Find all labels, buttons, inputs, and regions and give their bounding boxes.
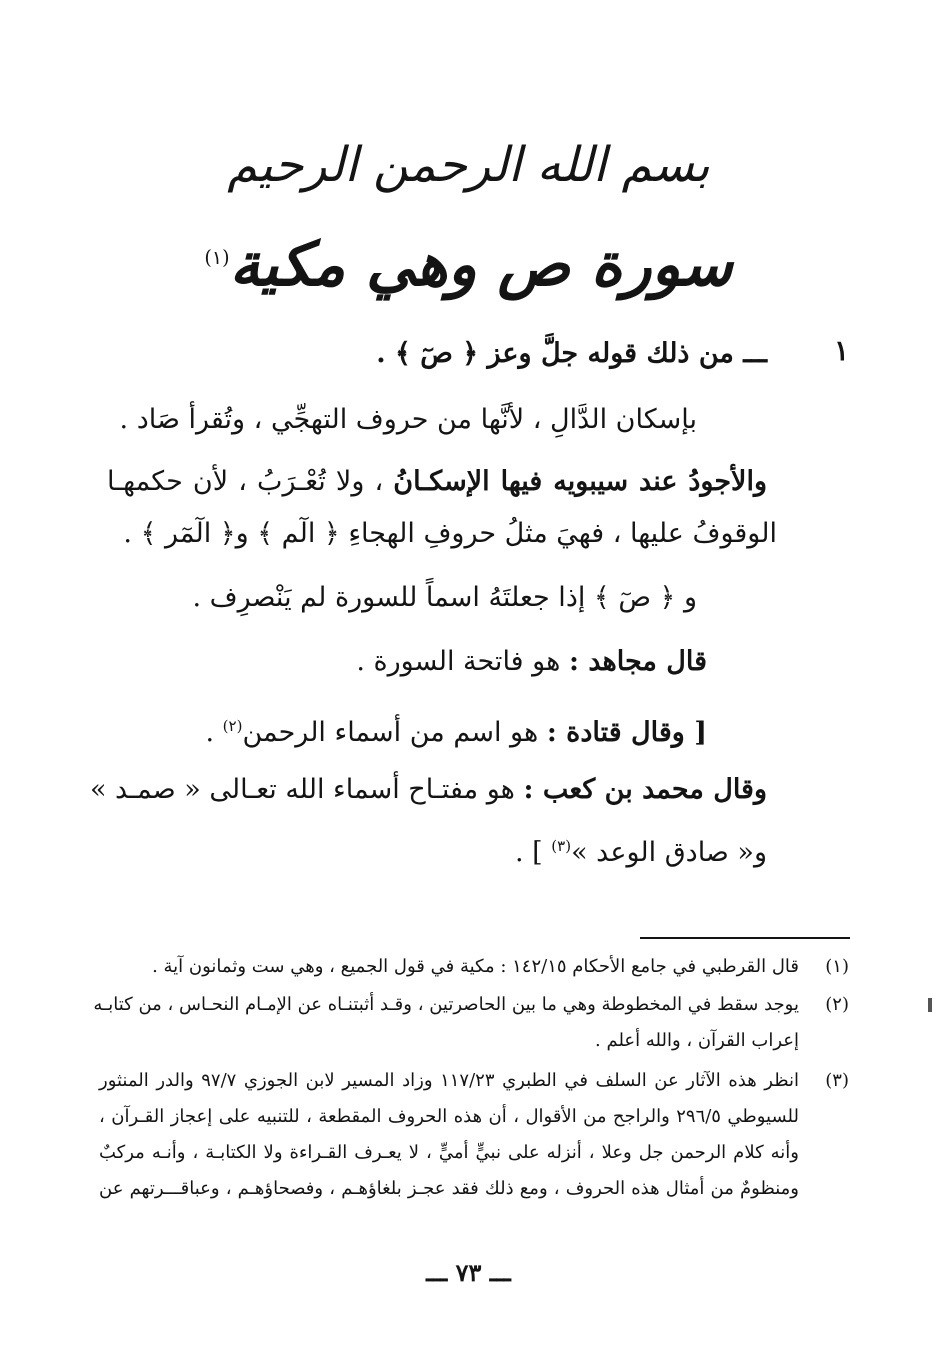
footnote-separator — [640, 937, 850, 939]
body-line-qatada — [206, 706, 708, 753]
verse-number: ١ — [833, 334, 849, 367]
footnote-3-line-3: وأنه كلام الرحمن جل وعلا ، أنزله على نبيٍّ أميٍّ ، لا يعـرف القـراءة ولا الكتابـة ، وأنـه مركبٌ — [99, 1142, 799, 1163]
body-line-7-end: . — [205, 717, 223, 748]
speaker-mujahid: قال مجاهد : — [568, 646, 707, 677]
footnote-3-line-2: للسيوطي ٢٩٦/٥ والراجح من الأقوال ، أن هذه الحروف المقطعة ، للتنبيه على إعجاز القـرآن ، — [99, 1106, 799, 1127]
body-line-1: ـــ من ذلك قوله جلَّ وعز ﴿ صٓ ﴾ . — [376, 338, 767, 369]
body-line-8: هو مفتـاح أسماء الله تعـالى « صمـد » — [89, 774, 515, 805]
body-line-9-end: ] . — [515, 837, 552, 868]
surah-title — [0, 218, 937, 305]
speaker-ibn-kaab: وقال محمد بن كعب : — [523, 774, 767, 805]
footnote-2-line-2: إعراب القرآن ، والله أعلم . — [595, 1030, 799, 1051]
body-line-6: هو فاتحة السورة . — [356, 646, 561, 677]
body-line-3 — [107, 462, 767, 502]
body-line-4: الوقوفُ عليها ، فهيَ مثلُ حروفِ الهجاءِ ﴿ الٓم ﴾ و﴿ الٓمٓر ﴾ . — [123, 518, 777, 549]
body-line-mujahid — [356, 642, 707, 682]
body-line-3-rest: ، ولا تُعْـرَبُ ، لأن حكمهـا — [107, 466, 394, 497]
footnote-3-line-4: ومنظومٌ من أمثال هذه الحروف ، ومع ذلك فقد عجـز بلغاؤهـم ، وفصحاؤهـم ، وعباقـــرتهم عن — [99, 1178, 799, 1199]
body-line-9: و« صادق الوعد » — [571, 837, 767, 868]
basmala: بسم الله الرحمن الرحيم — [227, 137, 710, 193]
footnote-3-line-1: انظر هذه الآثار عن السلف في الطبري ١١٧/٢٣ وزاد المسير لابن الجوزي ٩٧/٧ والدر المنثور — [99, 1070, 799, 1091]
footnote-ref-1: (١) — [204, 246, 230, 269]
body-line-3-bold: والأجودُ عند سيبويه فيها الإسكـانُ — [393, 466, 767, 497]
footnote-3-number: (٣) — [825, 1070, 849, 1091]
body-line-9-wrap — [515, 826, 767, 873]
footnote-ref-2: (٢) — [222, 717, 243, 735]
body-line-2: بإسكان الدَّالِ ، لأنَّها من حروف التهجِّي ، وتُقرأ صَاد . — [119, 404, 697, 435]
surah-title-text: سورة ص وهي مكية — [229, 230, 733, 300]
footnote-ref-3: (٣) — [551, 837, 572, 855]
footnote-2-line-1: يوجد سقط في المخطوطة وهي ما بين الحاصرتين ، وقـد أثبتنـاه عن الإمـام النحـاس ، من كتابـه — [93, 994, 799, 1015]
body-line-5: و ﴿ صٓ ﴾ إذا جعلتَهُ اسماً للسورة لم يَنْصرِف . — [192, 582, 697, 613]
body-line-7: هو اسم من أسماء الرحمن — [242, 717, 539, 748]
footnote-2-number: (٢) — [825, 994, 849, 1015]
margin-mark — [928, 998, 932, 1012]
footnote-1-number: (١) — [825, 956, 849, 977]
page-number: ـــ ٧٣ ـــ — [426, 1258, 511, 1287]
footnote-1-line-1: قال القرطبي في جامع الأحكام ١٤٢/١٥ : مكية في قول الجميع ، وهي ست وثمانون آية . — [152, 956, 799, 977]
speaker-qatada: [ وقال قتادة : — [546, 717, 707, 748]
body-line-ibn-kaab — [90, 770, 767, 810]
